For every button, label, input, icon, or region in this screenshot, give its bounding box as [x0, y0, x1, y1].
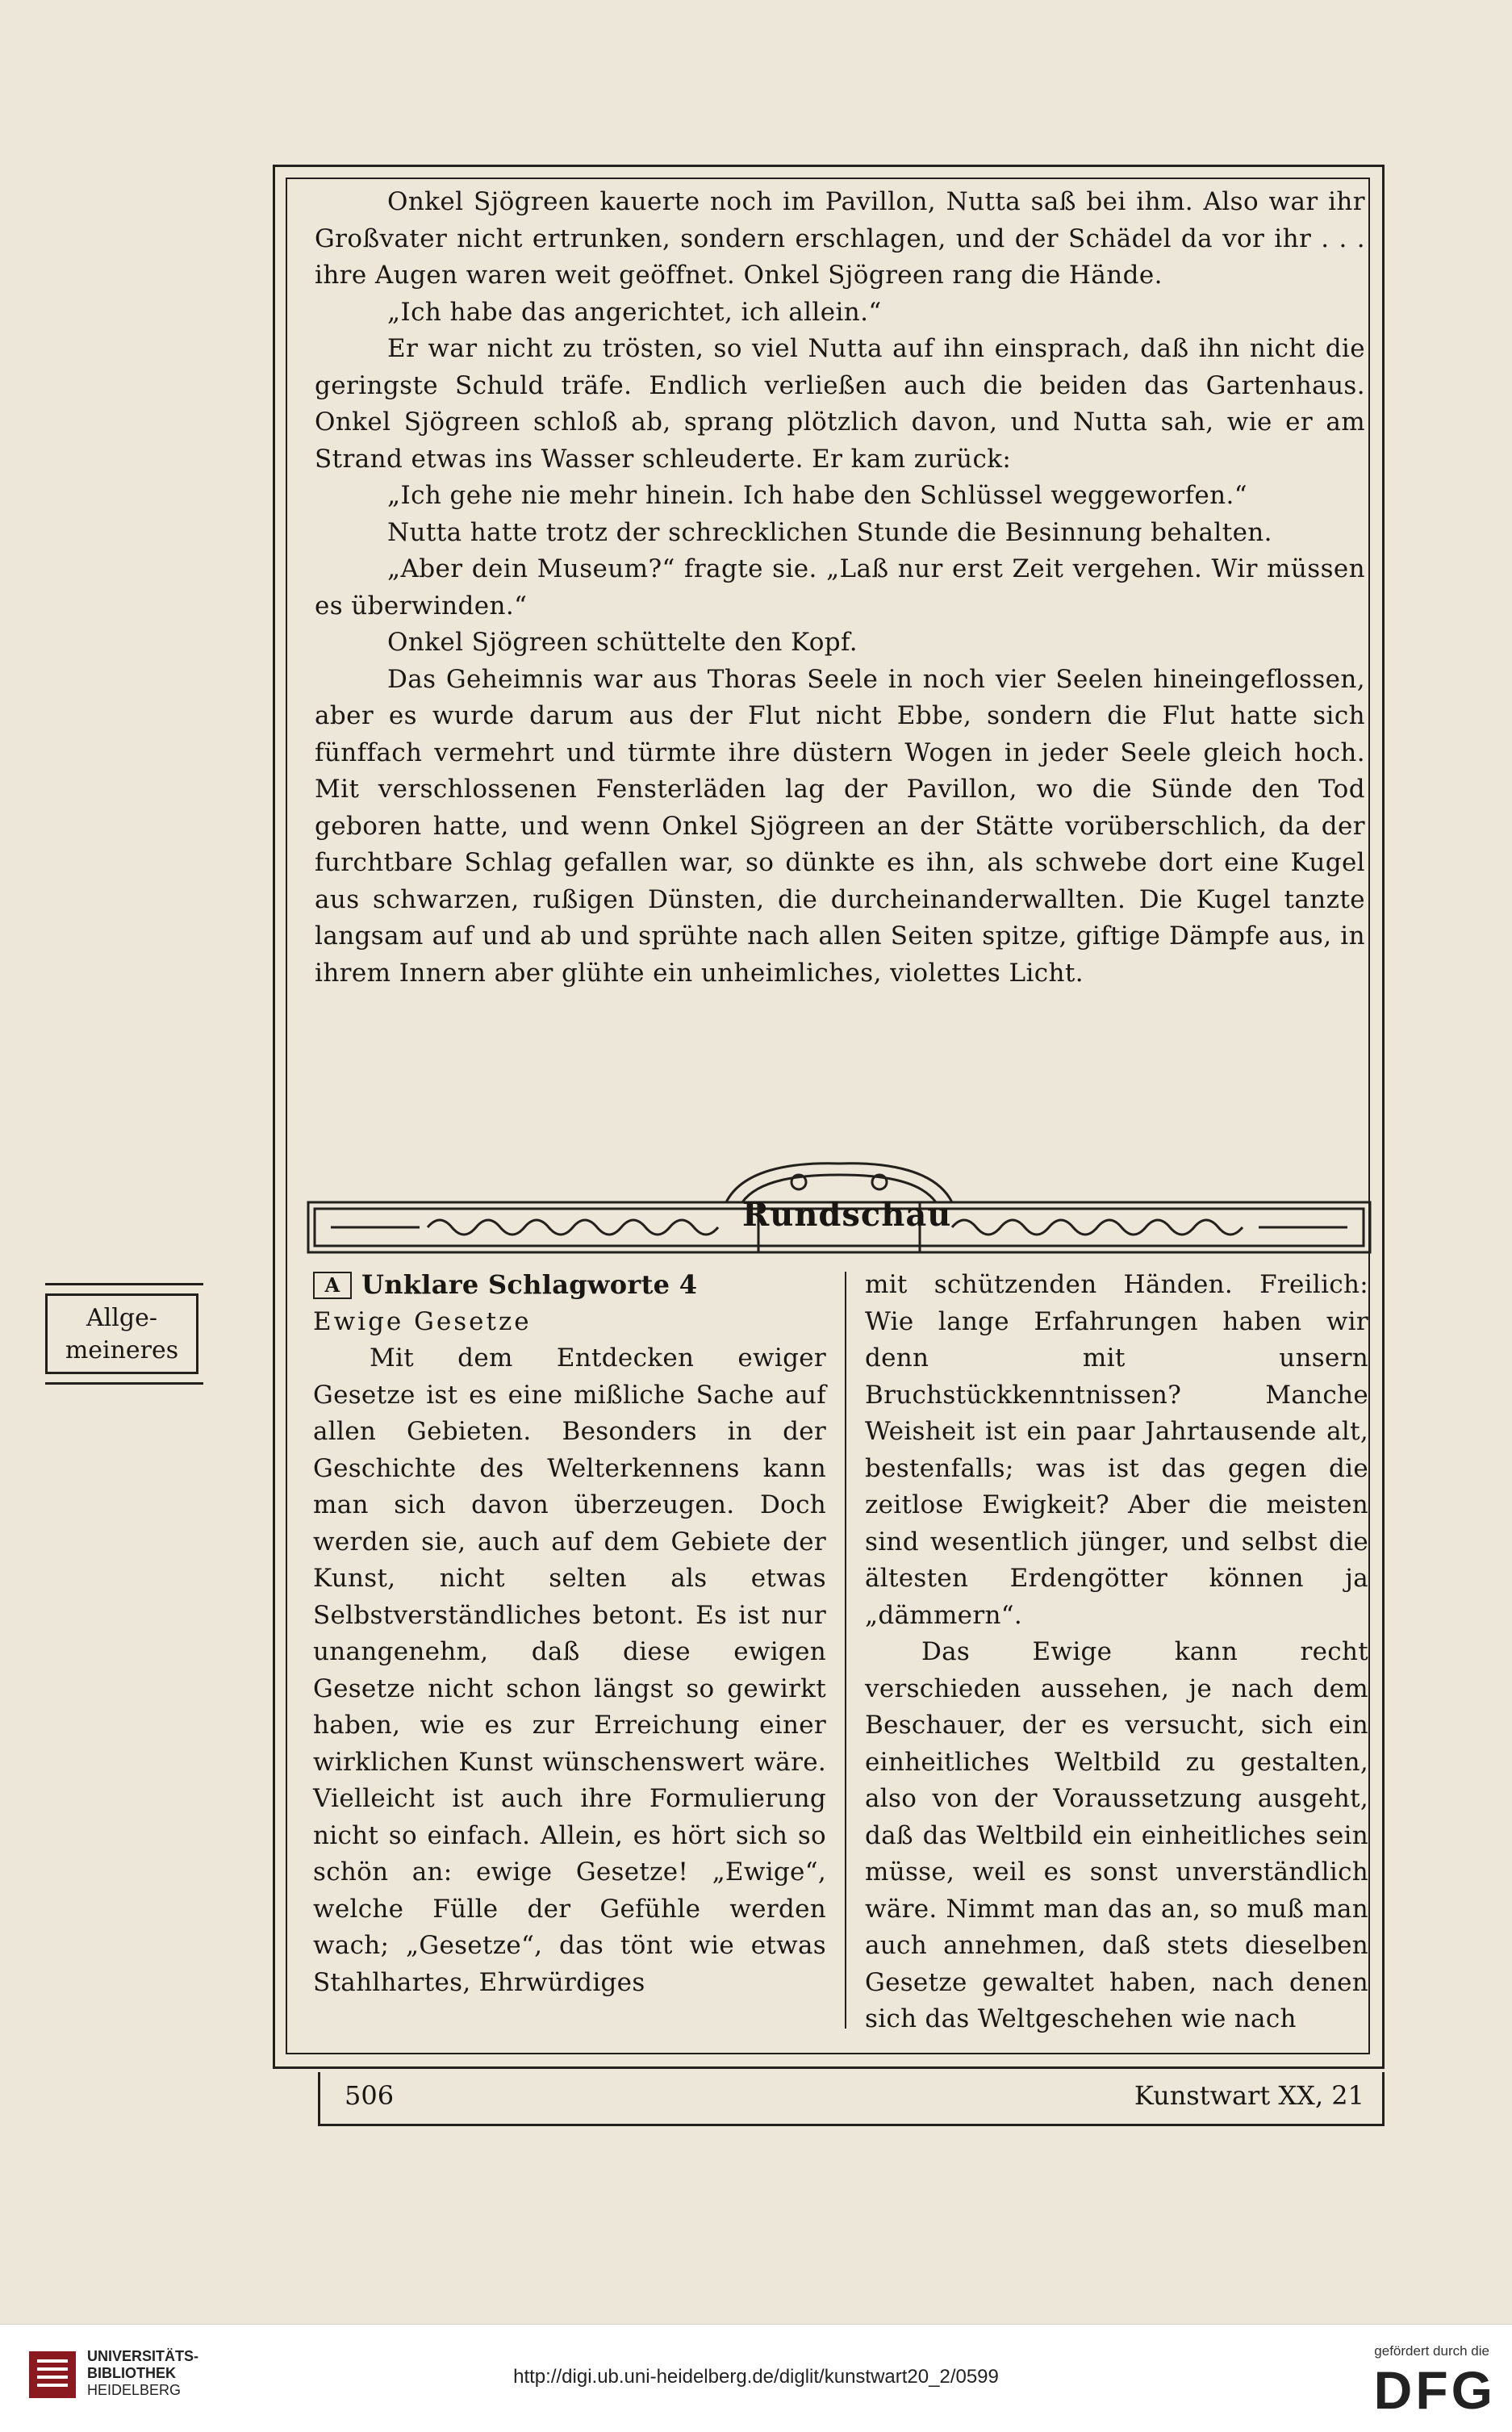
margin-label-line2: meineres — [65, 1336, 179, 1364]
page-number: 506 — [345, 2080, 395, 2111]
rundschau-banner — [307, 1146, 1372, 1275]
section-marker: A — [313, 1272, 352, 1299]
story-paragraph: „Aber dein Museum?“ fragte sie. „Laß nur erst Zeit vergehen. Wir müssen es überwinden.“ — [315, 554, 1365, 621]
section-heading-text: Unklare Schlagworte 4 — [361, 1269, 698, 1300]
margin-label-line1: Allge- — [86, 1304, 157, 1332]
story-paragraph: Er war nicht zu trösten, so viel Nutta auf ihn einsprach, daß ihn nicht die geringste Schuld träfe. Endlich verließen auch die beiden das Gartenhaus. Onkel Sjögreen schloß ab, sprang plötzlich davon, und Nutta sah, wie er am Strand etwas ins Wasser schleuderte. Er kam zurück: — [315, 334, 1365, 474]
dfg-logo: DFG — [1373, 2360, 1496, 2420]
story-paragraph: Nutta hatte trotz der schrecklichen Stunde die Besinnung behalten. — [387, 517, 1272, 547]
right-column-paragraph: mit schützenden Händen. Freilich: Wie lange Erfahrungen haben wir denn mit unsern Bruchstückkenntnissen? Manche Weisheit ist ein paar Jahrtausende alt, bestenfalls; was ist das gegen die zeitlose Ewigkeit? Aber die meisten sind wesentlich jünger, und selbst die ältesten Erdengötter können ja „dämmern“. — [865, 1270, 1368, 1630]
institution-line3: HEIDELBERG — [87, 2382, 182, 2398]
page-footer — [318, 2072, 1385, 2126]
column-divider — [845, 1272, 846, 2029]
story-paragraph: „Ich habe das angerichtet, ich allein.“ — [387, 297, 882, 327]
left-column-paragraph: Mit dem Entdecken ewiger Gesetze ist es eine mißliche Sache auf allen Gebieten. Besonders in der Geschichte des Welterkennens kann man sich davon überzeugen. Doch werden sie, auch auf dem Gebiete der Kunst, nicht selten als etwas Selbstverständliches betont. Es ist nur unangenehm, daß diese ewigen Gesetze nicht schon längst so gewirkt haben, wie es zur Erreichung einer wirklichen Kunst wünschenswert wäre. Vielleicht ist auch ihre Formulierung nicht so einfach. Allein, es hört sich so schön an: ewige Gesetze! „Ewige“, welche Fülle der Gefühle werden wach; „Gesetze“, das tönt wie etwas Stahlhartes, Ehrwürdiges — [313, 1343, 826, 1997]
funding-note: gefördert durch die — [1374, 2343, 1489, 2359]
story-paragraph: Onkel Sjögreen kauerte noch im Pavillon, Nutta saß bei ihm. Also war ihr Großvater nicht ertrunken, sondern erschlagen, und der Schädel da vor ihr . . . ihre Augen waren weit geöffnet. Onkel Sjögreen rang die Hände. — [315, 187, 1365, 290]
story-paragraph: Das Geheimnis war aus Thoras Seele in noch vier Seelen hineingeflossen, aber es wurde darum aus der Flut nicht Ebbe, sondern die Flut hatte sich fünffach vermehrt und türmte ihre düstern Wogen in jeder Seele gleich hoch. Mit verschlossenen Fensterläden lag der Pavillon, wo die Sünde den Tod geboren hatte, und wenn Onkel Sjögreen an der Stätte vorüberschlich, da der furchtbare Schlag gefallen war, so dünkte es ihn, als schwebe dort eine Kugel aus schwarzen, rußigen Dünsten, die durcheinanderwallten. Die Kugel tanzte langsam auf und ab und sprühte nach allen Seiten spitze, giftige Dämpfe aus, in ihrem Innern aber glühte ein unheimliches, violettes Licht. — [315, 664, 1365, 988]
story-paragraph: Onkel Sjögreen schüttelte den Kopf. — [387, 628, 858, 657]
section-subheading: Ewige Gesetze — [313, 1306, 532, 1336]
institution-line1: UNIVERSITÄTS- — [87, 2348, 199, 2364]
right-column-paragraph: Das Ewige kann recht verschieden aussehen, je nach dem Beschauer, der es versucht, sich ein einheitliches Weltbild zu gestalten, also von der Voraussetzung ausgeht, daß das Weltbild ein einheitliches sein müsse, weil es sonst unverständlich wäre. Nimmt man das an, so muß man auch annehmen, daß stets dieselben Gesetze gewaltet haben, nach denen sich das Weltgeschehen wie nach — [865, 1637, 1368, 2033]
banner-title: Rundschau — [742, 1196, 952, 1234]
journal-reference: Kunstwart XX, 21 — [1134, 2080, 1364, 2111]
left-column-body — [313, 1340, 826, 2001]
section-heading — [313, 1267, 826, 1304]
right-column — [865, 1267, 1368, 2038]
story-text — [315, 184, 1365, 992]
left-column — [313, 1267, 826, 2001]
institution-line2: BIBLIOTHEK — [87, 2365, 176, 2381]
margin-category-label — [45, 1293, 198, 1374]
story-paragraph: „Ich gehe nie mehr hinein. Ich habe den Schlüssel weggeworfen.“ — [387, 481, 1248, 510]
document-url-link[interactable]: http://digi.ub.uni-heidelberg.de/diglit/kunstwart20_2/0599 — [513, 2366, 999, 2388]
